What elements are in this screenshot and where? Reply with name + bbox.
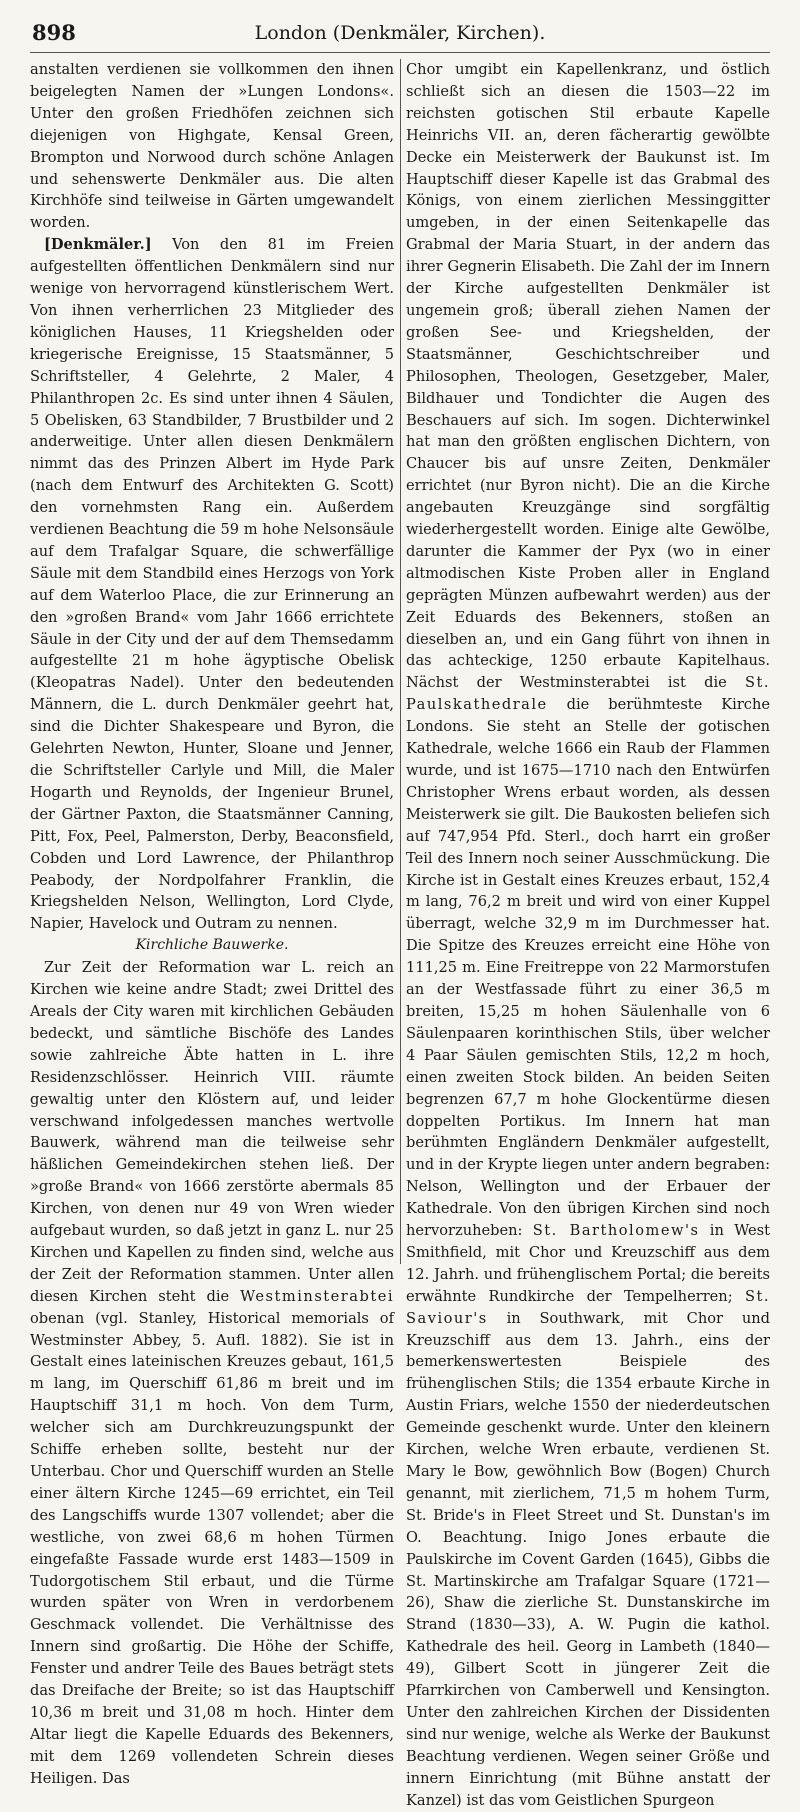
paragraph-text: in Southwark, mit Chor und Kreuzschiff aus dem 13. Jahrh., eins der bemerkenswertesten Beispiele des frühenglischen Stils; die 1354 erbaute Kirche in Austin Friars, welche 1550 der niederdeutschen Gemeinde geschenkt wurde. Unter den kleinern Kirchen, welche Wren erbaute, verdienen St. Mary le Bow, gewöhnlich Bow (Bogen) Church genannt, mit zierlichem, 71,5 m hohem Turm, St. Bride's in Fleet Street und St. Dunstan's im O. Beachtung. Inigo Jones erbaute die Paulskirche im Covent Garden (1645), Gibbs die St. Martinskirche am Trafalgar Square (1721—26), Shaw die zierliche St. Dunstanskirche im Strand (1830—33), A. W. Pugin die kathol. Kathedrale des heil. Georg in Lambeth (1840—49), Gilbert Scott in jüngerer Zeit die Pfarrkirchen von Camberwell und Kensington. Unter den zahlreichen Kirchen der Dissidenten sind nur wenige, welche als Werke der Baukunst Beachtung verdienen. Wegen seiner Größe und innern Einrichtung (mit Bühne anstatt der Kanzel) ist das vom Geistlichen Spurgeon — [406, 1309, 770, 1809]
paragraph-text: obenan (vgl. Stanley, Historical memorials of Westminster Abbey, 5. Aufl. 1882). Sie ist in Gestalt eines lateinischen Kreuzes gebaut, 161,5 m lang, im Querschiff 61,86 m breit und im Hauptschiff 31,1 m hoch. Von dem Turm, welcher sich am Durchkreuzungspunkt der Schiffe erheben sollte, besteht nur der Unterbau. Chor und Querschiff wurden an Stelle einer ältern Kirche 1245—69 errichtet, ein Teil des Langschiffs wurde 1307 vollendet; aber die westliche, von zwei 68,6 m hohen Türmen eingefaßte Fassade wurde erst 1483—1509 in Tudorgotischem Stil erbaut, und die Türme wurden später von Wren in verdorbenem Geschmack vollendet. Die Verhältnisse des Innern sind großartig. Die Höhe der Schiffe, Fenster und andrer Teile des Baues beträgt stets das Dreifache der Breite; so ist das Hauptschiff 10,36 m breit und 31,08 m hoch. Hinter dem Altar liegt die Kapelle Eduards des Bekenners, mit dem 1269 vollendeten Schrein dieses Heiligen. Das — [30, 1309, 394, 1787]
paragraph: anstalten verdienen sie vollkommen den ihnen beigelegten Namen der »Lungen Londons«. Unter den großen Friedhöfen zeichnen sich diejenigen von Highgate, Kensal Green, Brompton und Norwood durch schöne Anlagen und sehenswerte Denkmäler aus. Die alten Kirchhöfe sind teilweise in Gärten umgewandelt worden. — [30, 61, 394, 232]
paragraph — [406, 59, 770, 1812]
emphasized-term: St. Bartholomew's — [532, 1222, 700, 1240]
paragraph — [30, 957, 394, 1789]
page-header — [30, 18, 770, 53]
emphasized-term: St. Saviour's — [406, 1287, 770, 1327]
emphasized-term: Westminsterabtei — [240, 1287, 394, 1305]
paragraph-text: die berühmteste Kirche Londons. Sie steht an Stelle der gotischen Kathedrale, welche 1666 ein Raub der Flammen wurde, und ist 1675—1710 nach den Entwürfen Christopher Wrens erbaut worden, als dessen Meisterwerk sie gilt. Die Baukosten beliefen sich auf 747,954 Pfd. Sterl., doch harrt ein großer Teil des Innern noch seiner Ausschmückung. Die Kirche ist in Gestalt eines Kreuzes erbaut, 152,4 m lang, 76,2 m breit und wird von einer Kuppel überragt, welche 32,9 m im Durchmesser hat. Die Spitze des Kreuzes erreicht eine Höhe von 111,25 m. Eine Freitreppe von 22 Marmorstufen an der Westfassade führt zu einer 36,5 m breiten, 15,25 m hohen Säulenhalle von 6 Säulenpaaren korinthischen Stils, über welcher 4 Paar Säulen gemischten Stils, 12,2 m hoch, einen zweiten Stock bilden. An beiden Seiten begrenzen 67,7 m hohe Glockentürme diesen doppelten Portikus. Im Innern hat man berühmten Engländern Denkmäler aufgestellt, und in der Krypte liegen unter andern begraben: Nelson, Wellington und der Erbauer der Kathedrale. Von den übrigen Kirchen sind noch hervorzuheben: — [406, 696, 771, 1240]
paragraph-text: Von den 81 im Freien aufgestellten öffentlichen Denkmälern sind nur wenige von hervorragend künstlerischem Wert. Von ihnen verherrlichen 23 Mitglieder des königlichen Hauses, 11 Kriegshelden oder kriegerische Ereignisse, 15 Staatsmänner, 5 Schriftsteller, 4 Gelehrte, 2 Maler, 4 Philanthropen 2c. Es sind unter ihnen 4 Säulen, 5 Obelisken, 63 Standbilder, 7 Brustbilder und 2 anderweitige. Unter allen diesen Denkmälern nimmt das des Prinzen Albert im Hyde Park (nach dem Entwurf des Architekten G. Scott) den vornehmsten Rang ein. Außerdem verdienen Beachtung die 59 m hohe Nelsonsäule auf dem Trafalgar Square, die schwerfällige Säule mit dem Standbild eines Herzogs von York auf dem Waterloo Place, die zur Erinnerung an den »großen Brand« vom Jahr 1666 errichtete Säule in der City und der auf dem Themsedamm aufgestellte 21 m hohe ägyptische Obelisk (Kleopatras Nadel). Unter den bedeutenden Männern, die L. durch Denkmäler geehrt hat, sind die Dichter Shakespeare und Byron, die Gelehrten Newton, Hunter, Sloane und Jenner, die Schriftsteller Carlyle und Mill, die Maler Hogarth und Reynolds, der Ingenieur Brunel, der Gärtner Paxton, die Staatsmänner Canning, Pitt, Fox, Peel, Palmerston, Derby, Beaconsfield, Cobden und Lord Lawrence, der Philanthrop Peabody, der Nordpolfahrer Franklin, die Kriegshelden Nelson, Wellington, Lord Clyde, Napier, Havelock und Outram zu nennen. — [30, 236, 394, 933]
column-divider — [400, 59, 401, 1264]
paragraph-text: Chor umgibt ein Kapellenkranz, und östlich schließt sich an diesen die 1503—22 im reichsten gotischen Stil erbaute Kapelle Heinrichs VII. an, deren fächerartig gewölbte Decke ein Meisterwerk der Baukunst ist. Im Hauptschiff dieser Kapelle ist das Grabmal des Königs, von einem zierlichen Messinggitter umgeben, in der einen Seitenkapelle das Grabmal der Maria Stuart, in der andern das ihrer Gegnerin Elisabeth. Die Zahl der im Innern der Kirche aufgestellten Denkmäler ist ungemein groß; überall ziehen Namen der großen See- und Kriegshelden, der Staatsmänner, Geschichtschreiber und Philosophen, Theologen, Gesetzgeber, Maler, Bildhauer und Tondichter die Augen des Beschauers auf sich. Im sogen. Dichterwinkel hat man den größten englischen Dichtern, von Chaucer bis auf unsre Zeiten, Denkmäler errichtet (nur Byron nicht). Die an die Kirche angebauten Kreuzgänge sind sorgfältig wiederhergestellt worden. Einige alte Gewölbe, darunter die Kammer der Pyx (wo in einer altmodischen Kiste Proben aller in England geprägten Münzen aufbewahrt werden) aus der Zeit Eduards des Bekenners, stoßen an dieselben an, und ein Gang führt von ihnen in das achteckige, 1250 erbaute Kapitelhaus. Nächst der Westminsterabtei ist die — [406, 61, 770, 692]
side-heading: [Denkmäler.] — [44, 236, 152, 254]
right-column — [406, 59, 771, 1809]
left-column — [30, 59, 394, 1787]
paragraph-text: in West Smithfield, mit Chor und Kreuzschiff aus dem 12. Jahrh. und frühenglischem Portal; die bereits erwähnte Rundkirche der Tempelherren; — [406, 1222, 770, 1305]
emphasized-term: St. Paulskathedrale — [406, 674, 770, 714]
section-subheading: Kirchliche Bauwerke. — [135, 937, 289, 954]
page-number: 898 — [32, 20, 76, 45]
paragraph-text: Zur Zeit der Reformation war L. reich an Kirchen wie keine andre Stadt; zwei Drittel des Areals der City waren mit kirchlichen Gebäuden bedeckt, und sämtliche Bischöfe des Landes sowie zahlreiche Äbte hatten in L. ihre Residenzschlösser. Heinrich VIII. räumte gewaltig unter den Klöstern auf, und leider verschwand infolgedessen manches wertvolle Bauwerk, während man die teilweise sehr häßlichen Gemeindekirchen stehen ließ. Der »große Brand« von 1666 zerstörte abermals 85 Kirchen, von denen nur 49 von Wren wieder aufgebaut wurden, so daß jetzt in ganz L. nur 25 Kirchen und Kapellen zu finden sind, welche aus der Zeit der Reformation stammen. Unter allen diesen Kirchen steht die — [30, 959, 394, 1305]
text-columns — [30, 59, 771, 1809]
running-head: London (Denkmäler, Kirchen). — [254, 22, 546, 44]
paragraph — [30, 234, 394, 935]
